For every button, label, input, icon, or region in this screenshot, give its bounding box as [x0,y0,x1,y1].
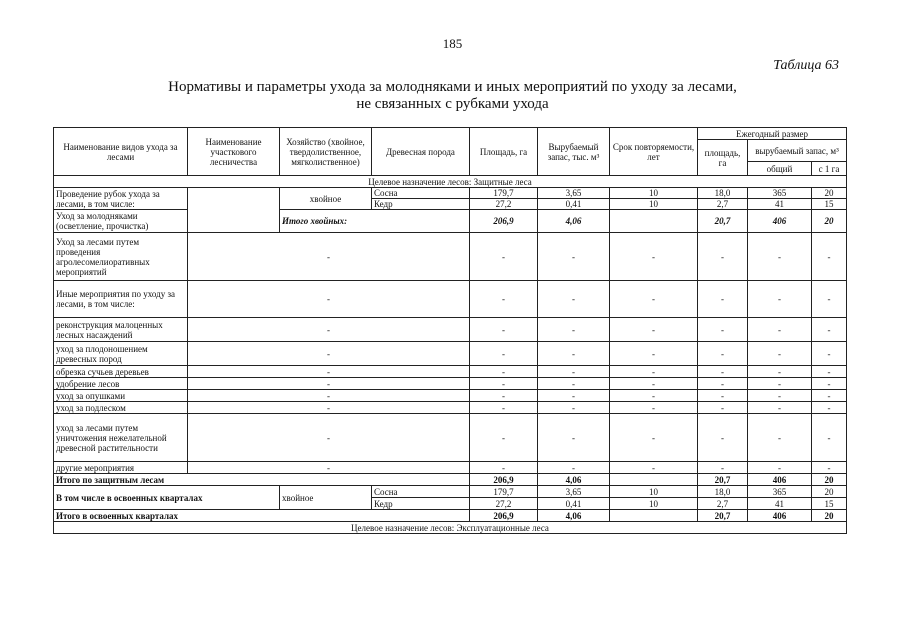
dash-cell: - [538,390,610,402]
cedar-period: 10 [610,199,698,210]
dash-cell: - [610,402,698,414]
activity-young-stands: Уход за молодняками (осветление, прочистка) [54,210,188,233]
header-area: Площадь, га [470,128,538,176]
pine-annual-area: 18,0 [698,188,748,199]
subtotal-coniferous-label: Итого хвойных: [280,210,470,233]
dash-cell: - [538,281,610,318]
developed-pine-stock-total: 365 [748,486,812,498]
dash-cell: - [610,390,698,402]
dash-cell: - [610,318,698,342]
subtotal-period [610,210,698,233]
pine-area: 179,7 [470,188,538,199]
developed-pine-period: 10 [610,486,698,498]
subtotal-stock-total: 406 [748,210,812,233]
dash-cell: - [538,366,610,378]
dash-cell: - [748,378,812,390]
activity-felling-care: Проведение рубок ухода за лесами, в том числе: [54,188,188,210]
header-annual-area: площадь, га [698,140,748,176]
activity-pruning: обрезка сучьев деревьев [54,366,188,378]
dash-cell: - [470,366,538,378]
header-kind: Наименование видов ухода за лесами [54,128,188,176]
dash-cell: - [610,414,698,462]
activity-undergrowth: уход за подлеском [54,402,188,414]
header-stock-per-ha: с 1 га [812,162,847,176]
cedar-stock-total: 41 [748,199,812,210]
total-protective-stock-per-ha: 20 [812,474,847,486]
dash-cell: - [538,233,610,281]
total-protective-stock: 4,06 [538,474,610,486]
dash-cell: - [748,414,812,462]
dash-cell: - [470,342,538,366]
total-developed-stock: 4,06 [538,510,610,522]
title-line-1: Нормативы и параметры ухода за молодняками и иных мероприятий по уходу за лесами, [168,79,737,95]
cedar-annual-area: 2,7 [698,199,748,210]
total-developed-area: 206,9 [470,510,538,522]
developed-pine-stock-per-ha: 20 [812,486,847,498]
dash-cell: - [812,281,847,318]
dash-cell: - [610,281,698,318]
dash-cell: - [470,390,538,402]
dash-cell: - [188,462,470,474]
dash-cell: - [812,342,847,366]
dash-cell: - [538,342,610,366]
developed-cedar-annual-area: 2,7 [698,498,748,510]
developed-pine: Сосна [372,486,470,498]
developed-cedar-stock-per-ha: 15 [812,498,847,510]
activity-fertilizing: удобрение лесов [54,378,188,390]
pine-stock-total: 365 [748,188,812,199]
dash-cell: - [748,318,812,342]
cedar-area: 27,2 [470,199,538,210]
dash-cell: - [698,378,748,390]
total-protective-stock-total: 406 [748,474,812,486]
section-protective: Целевое назначение лесов: Защитные леса [54,176,847,188]
table-title [0,79,905,113]
dash-cell: - [812,462,847,474]
header-stock-total: общий [748,162,812,176]
dash-cell: - [470,233,538,281]
dash-cell: - [812,402,847,414]
subtotal-stock: 4,06 [538,210,610,233]
activity-reconstruction: реконструкция малоценных лесных насаждений [54,318,188,342]
developed-cedar: Кедр [372,498,470,510]
dash-cell: - [698,402,748,414]
dash-cell: - [470,462,538,474]
developed-pine-stock: 3,65 [538,486,610,498]
developed-cedar-stock: 0,41 [538,498,610,510]
pine-stock-per-ha: 20 [812,188,847,199]
dash-cell: - [538,318,610,342]
dash-cell: - [188,414,470,462]
header-annual: Ежегодный размер [698,128,847,140]
dash-cell: - [812,318,847,342]
cedar-stock: 0,41 [538,199,610,210]
dash-cell: - [698,366,748,378]
developed-pine-annual-area: 18,0 [698,486,748,498]
dash-cell: - [748,281,812,318]
dash-cell: - [698,233,748,281]
dash-cell: - [748,366,812,378]
activity-unwanted-growth: уход за лесами путем уничтожения нежелательной древесной растительности [54,414,188,462]
dash-cell: - [812,414,847,462]
header-annual-stock: вырубаемый запас, м³ [748,140,847,162]
header-period: Срок повторяемости, лет [610,128,698,176]
dash-cell: - [188,366,470,378]
header-district: Наименование участкового лесничества [188,128,280,176]
dash-cell: - [610,462,698,474]
dash-cell: - [698,414,748,462]
developed-cedar-period: 10 [610,498,698,510]
dash-cell: - [698,462,748,474]
dash-cell: - [698,342,748,366]
farm-coniferous: хвойное [280,188,372,210]
total-developed-stock-per-ha: 20 [812,510,847,522]
total-protective-annual-area: 20,7 [698,474,748,486]
header-stock: Вырубаемый запас, тыс. м³ [538,128,610,176]
developed-farm: хвойное [280,486,372,510]
pine-period: 10 [610,188,698,199]
dash-cell: - [188,318,470,342]
subtotal-stock-per-ha: 20 [812,210,847,233]
dash-cell: - [188,378,470,390]
total-protective-label: Итого по защитным лесам [54,474,470,486]
subtotal-area: 206,9 [470,210,538,233]
developed-quarters-label: В том числе в освоенных кварталах [54,486,280,510]
dash-cell: - [812,366,847,378]
dash-cell: - [748,402,812,414]
total-protective-period [610,474,698,486]
dash-cell: - [470,402,538,414]
dash-cell: - [812,390,847,402]
dash-cell: - [188,281,470,318]
title-line-2: не связанных с рубками ухода [356,96,549,112]
dash-cell: - [748,462,812,474]
dash-cell: - [538,414,610,462]
activity-other-care: Иные мероприятия по уходу за лесами, в том числе: [54,281,188,318]
page-number: 185 [442,36,463,51]
forest-care-table [53,127,847,534]
dash-cell: - [538,378,610,390]
dash-cell: - [698,281,748,318]
activity-agroforestry: Уход за лесами путем проведения агролесомелиоративных мероприятий [54,233,188,281]
table-label: Таблица 63 [773,58,839,73]
activity-fruiting-care: уход за плодоношением древесных пород [54,342,188,366]
dash-cell: - [698,390,748,402]
developed-cedar-stock-total: 41 [748,498,812,510]
dash-cell: - [470,378,538,390]
dash-cell: - [610,342,698,366]
activity-other: другие мероприятия [54,462,188,474]
total-developed-stock-total: 406 [748,510,812,522]
dash-cell: - [470,281,538,318]
developed-cedar-area: 27,2 [470,498,538,510]
cedar-stock-per-ha: 15 [812,199,847,210]
section-exploitation: Целевое назначение лесов: Эксплуатационные леса [54,522,847,534]
dash-cell: - [610,378,698,390]
subtotal-annual-area: 20,7 [698,210,748,233]
dash-cell: - [748,342,812,366]
dash-cell: - [748,233,812,281]
dash-cell: - [188,233,470,281]
header-species: Древесная порода [372,128,470,176]
district-cell [188,188,280,233]
dash-cell: - [748,390,812,402]
species-cedar: Кедр [372,199,470,210]
species-pine: Сосна [372,188,470,199]
dash-cell: - [610,233,698,281]
total-developed-label: Итого в освоенных кварталах [54,510,470,522]
developed-pine-area: 179,7 [470,486,538,498]
activity-edges: уход за опушками [54,390,188,402]
dash-cell: - [188,342,470,366]
pine-stock: 3,65 [538,188,610,199]
total-developed-period [610,510,698,522]
dash-cell: - [538,462,610,474]
dash-cell: - [470,414,538,462]
dash-cell: - [188,402,470,414]
total-developed-annual-area: 20,7 [698,510,748,522]
dash-cell: - [698,318,748,342]
dash-cell: - [188,390,470,402]
dash-cell: - [610,366,698,378]
total-protective-area: 206,9 [470,474,538,486]
dash-cell: - [538,402,610,414]
dash-cell: - [812,378,847,390]
dash-cell: - [812,233,847,281]
dash-cell: - [470,318,538,342]
header-farm: Хозяйство (хвойное, твердолиственное, мягколиственное) [280,128,372,176]
